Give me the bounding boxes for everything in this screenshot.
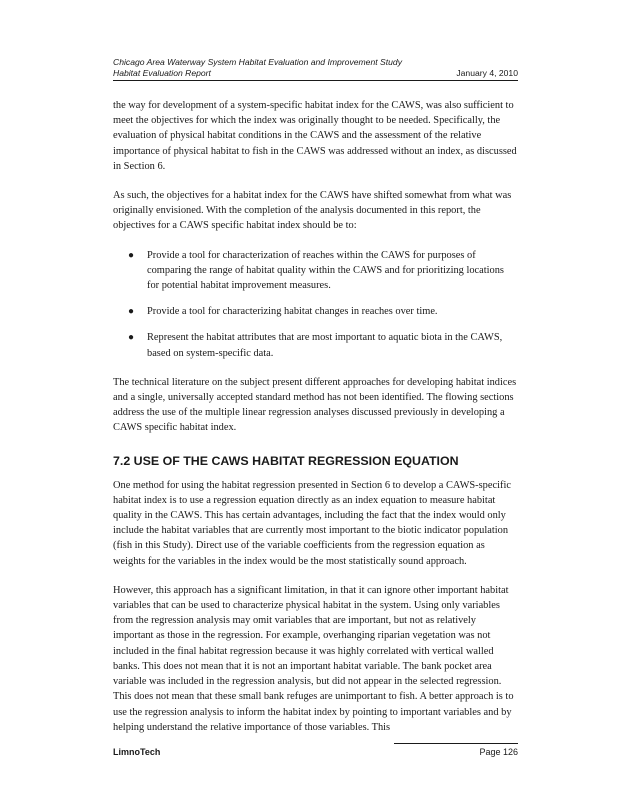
bullet-icon: ● [128,306,135,318]
objectives-list [113,248,518,361]
paragraph-1: the way for development of a system-specific habitat index for the CAWS, was also sufficient to meet the objectives for which the index was originally thought to be needed. Specifically, the evaluation of physical habitat conditions in the CAWS and the assessment of the relative importance of physical habitat to fish in the CAWS was addressed without an index, as discussed in Section 6. [113,100,517,172]
header-second-row [113,68,518,79]
paragraph-5: However, this approach has a significant limitation, in that it can ignore other important habitat variables that can be used to characterize physical habitat in the system. Using only variables from the regression analysis may omit variables that are important, but not as relatively important as those in the regression. For example, overhanging riparian vegetation was not included in the final habitat regression because it was highly correlated with vertical walled banks. This does not mean that it is not an important habitat variable. The bank pocket area variable was included in the regression analysis, but did not appear in the selected regression. This does not mean that these small bank refuges are unimportant to fish. A better approach is to use the regression analysis to inform the habitat index by pointing to important variables and by helping understand the relative importance of those variables. This [113,584,514,733]
section-heading: 7.2 USE OF THE CAWS HABITAT REGRESSION EQUATION [113,453,459,468]
header-divider [113,80,518,81]
page-number: Page 126 [479,747,518,757]
footer-company: LimnoTech [113,747,161,757]
paragraph-2: As such, the objectives for a habitat index for the CAWS have shifted somewhat from what was originally envisioned. With the completion of the analysis documented in this report, the objectives for a CAWS specific habitat index should be to: [113,190,512,232]
bullet-icon: ● [128,332,135,344]
header-study-title: Chicago Area Waterway System Habitat Evaluation and Improvement Study [113,57,402,67]
list-item [113,304,518,319]
page-header [113,57,518,79]
bullet-icon: ● [128,249,135,261]
page-footer [113,747,518,757]
list-item-text: Represent the habitat attributes that are most important to aquatic biota in the CAWS, based on system-specific data. [147,332,503,359]
document-body [113,98,518,749]
paragraph-3: The technical literature on the subject present different approaches for developing habitat indices and a single, universally accepted standard method has not been identified. The flowing sections address the use of the multiple linear regression analyses discussed previously in developing a CAWS specific habitat index. [113,376,517,434]
footer-divider [394,743,518,744]
paragraph-4: One method for using the habitat regression presented in Section 6 to develop a CAWS-specific habitat index is to use a regression equation directly as an index equation to measure habitat quality in the CAWS. This has certain advantages, including the fact that the index would only include the habitat variables that are currently most important to the biotic indicator population (fish in this Study). Direct use of the variable coefficients from the regression equation as weights for the variables in the index would be the most statistically sound approach. [113,479,511,567]
list-item [113,248,518,294]
list-item-text: Provide a tool for characterization of reaches within the CAWS for purposes of comparing the range of habitat quality within the CAWS and for prioritizing locations for potential habitat improvement measures. [147,249,504,292]
list-item [113,330,518,360]
header-date: January 4, 2010 [456,68,518,78]
header-report-title: Habitat Evaluation Report [113,68,211,78]
list-item-text: Provide a tool for characterizing habitat changes in reaches over time. [147,306,438,318]
